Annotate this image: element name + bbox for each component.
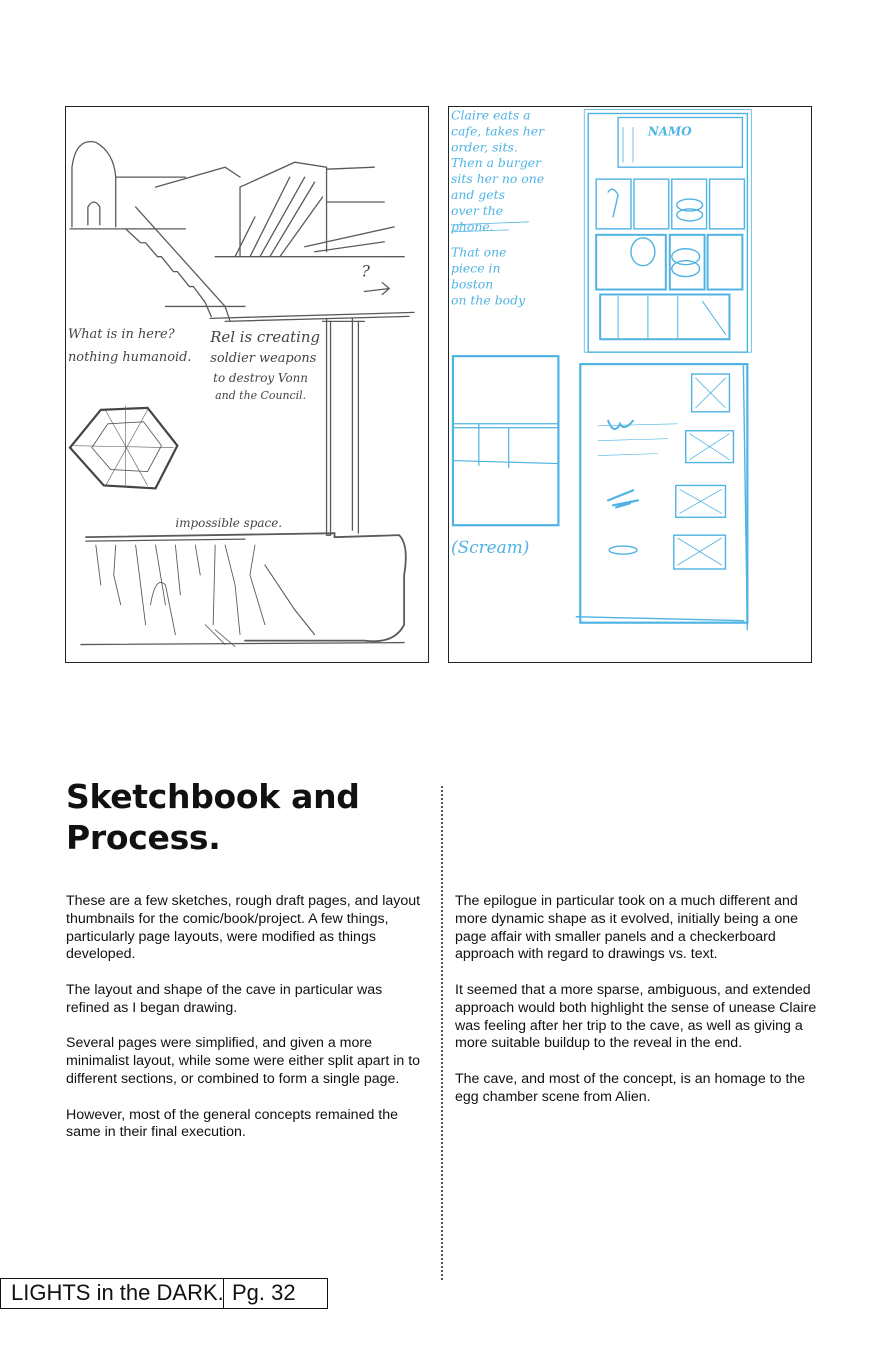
epilogue-sketch-drawing xyxy=(449,107,811,662)
sketch-note: NAMO xyxy=(647,124,692,139)
sketch-note: That one xyxy=(450,244,507,260)
sketch-note: phone. xyxy=(450,218,494,234)
right-text-column xyxy=(455,893,817,1124)
sketch-note: boston xyxy=(450,276,494,292)
sketch-note: and gets xyxy=(450,187,505,203)
sketch-note: nothing humanoid. xyxy=(67,350,192,366)
paragraph: These are a few sketches, rough draft pages, and layout thumbnails for the comic/book/project. A few things, particularly page layouts, were modified as things developed. xyxy=(66,893,421,963)
sketch-note: on the body xyxy=(450,292,526,308)
sketch-note: sits her no one xyxy=(450,171,545,187)
sketch-note: piece in xyxy=(450,260,501,276)
sketch-note: to destroy Vonn xyxy=(213,371,308,386)
sketch-note: (Scream) xyxy=(450,537,530,558)
cave-sketch-drawing xyxy=(66,107,428,662)
sketch-epilogue-layout xyxy=(448,106,812,663)
sketch-note: ? xyxy=(361,261,370,281)
footer-book-title: LIGHTS in the DARK. xyxy=(1,1279,224,1308)
sketch-note: soldier weapons xyxy=(210,351,317,367)
paragraph: The layout and shape of the cave in particular was refined as I began drawing. xyxy=(66,981,383,1016)
paragraph: The cave, and most of the concept, is an homage to the egg chamber scene from Alien. xyxy=(455,1070,806,1105)
left-text-column xyxy=(66,893,428,1160)
sketch-note: impossible space. xyxy=(175,516,283,531)
sketch-note: Rel is creating xyxy=(210,328,321,347)
footer-page-number: Pg. 32 xyxy=(232,1280,296,1305)
sketch-note: cafe, takes her xyxy=(450,123,545,139)
paragraph: However, most of the general concepts remained the same in their final execution. xyxy=(66,1106,399,1141)
paragraph: It seemed that a more sparse, ambiguous, and extended approach would both highlight the sense of unease Claire was feeling after her trip to the cave, as well as giving a more suitable buildup to the reveal in the end. xyxy=(455,981,817,1052)
sketch-note: and the Council. xyxy=(215,388,307,402)
page-title: Sketchbook and Process. xyxy=(66,777,360,857)
column-divider xyxy=(441,786,443,1280)
sketch-note: What is in here? xyxy=(67,327,175,343)
sketch-note: over the xyxy=(450,202,504,218)
sketch-note: Claire eats a xyxy=(450,107,531,123)
sketch-note: order, sits. xyxy=(450,139,518,155)
sketch-cave-layout xyxy=(65,106,429,663)
paragraph: The epilogue in particular took on a much different and more dynamic shape as it evolved, initially being a one page affair with smaller panels and a checkerboard approach with regard to drawings vs. text. xyxy=(455,893,799,963)
sketch-note: Then a burger xyxy=(450,155,542,171)
page-footer xyxy=(0,1278,328,1309)
paragraph: Several pages were simplified, and given a more minimalist layout, while some were either split apart in to different sections, or combined to form a single page. xyxy=(66,1035,421,1087)
